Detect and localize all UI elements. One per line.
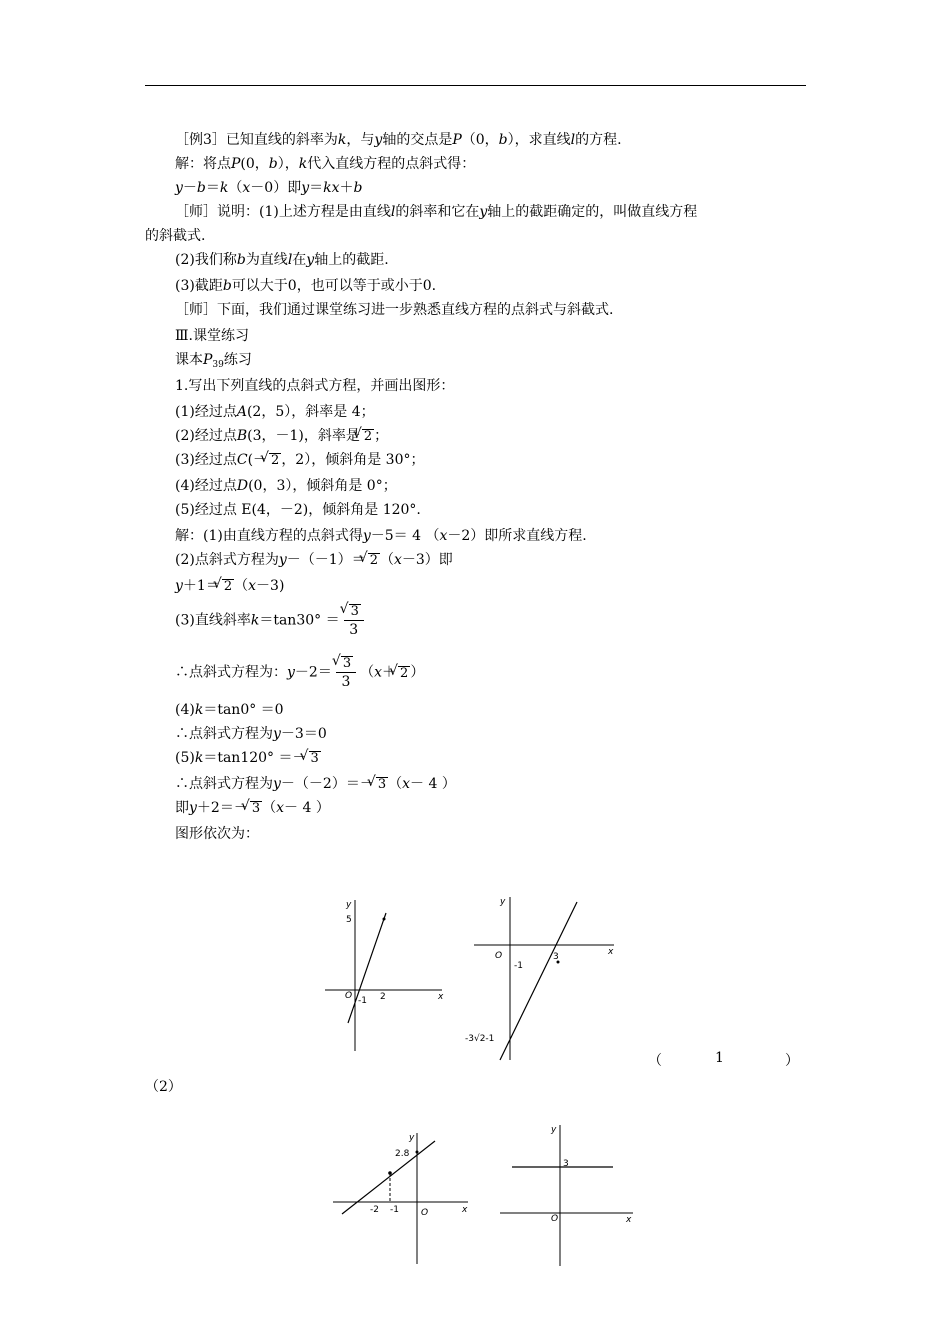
tick-3: 3 xyxy=(563,1159,569,1169)
sqrt: √ 2 xyxy=(222,579,234,594)
graph-4 xyxy=(495,1120,640,1270)
sqrt: √ 2 xyxy=(362,429,374,444)
answer-5-eq: ∴点斜式方程为y－（－2）＝－√ 3 （x－ 4 ） xyxy=(175,774,456,794)
answer-2: (2)点斜式方程为y－（－1）＝√ 2 （x－3）即 xyxy=(175,550,453,570)
exercise-1-2: (2)经过点B(3，－1)，斜率是√ 2 ； xyxy=(175,426,388,446)
graph-2 xyxy=(462,892,622,1064)
tick-neg2: -2 xyxy=(370,1205,379,1215)
caption-1-open: （ xyxy=(648,1053,662,1069)
caption-1-num: 1 xyxy=(715,1050,724,1066)
note-3: (3)截距b可以大于0，也可以等于或小于0. xyxy=(175,278,437,294)
y-axis-label: y xyxy=(409,1133,415,1143)
sqrt: √ 3 xyxy=(250,801,262,816)
x-axis-label: x xyxy=(608,947,614,957)
answer-3-eq: ∴点斜式方程为：y－2＝ √ $\frac{3}{3}$ （x＋√ 2 ） xyxy=(175,654,424,691)
x-axis-label: x xyxy=(626,1215,632,1225)
example-3: ［例3］已知直线的斜率为k，与y轴的交点是P（0，b），求直线l的方程. xyxy=(175,132,622,148)
tick-neg1: -1 xyxy=(358,996,367,1006)
origin-label: O xyxy=(551,1214,559,1224)
note-2: (2)我们称b为直线l在y轴上的截距. xyxy=(175,252,389,268)
exercise-1-3: (3)经过点C(－√ 2 ，2），倾斜角是 30°； xyxy=(175,450,424,470)
teacher-note: ［师］说明：(1)上述方程是由直线l的斜率和它在y轴上的截距确定的，叫做直线方程 xyxy=(175,204,698,220)
figures-intro: 图形依次为： xyxy=(175,826,259,842)
x-axis-label: x xyxy=(462,1205,468,1215)
tick-3: 3 xyxy=(553,952,559,962)
sqrt: √ 3 xyxy=(376,777,388,792)
caption-2: （2） xyxy=(145,1079,182,1095)
origin-label: O xyxy=(345,991,353,1001)
tick-5: 5 xyxy=(346,915,352,925)
answer-2-cont: y＋1＝√ 2 （x－3) xyxy=(175,576,284,596)
y-axis-label: y xyxy=(500,897,506,907)
sqrt: √ 2 xyxy=(398,666,410,681)
textbook-ref: 课本$P_{39}$练习 xyxy=(175,352,252,370)
tick-2: 2 xyxy=(380,992,386,1002)
teacher-note-cont: 的斜截式. xyxy=(145,228,206,244)
sqrt: √ 2 xyxy=(269,453,281,468)
exercise-1-4: (4)经过点D(0，3），倾斜角是 0°； xyxy=(175,478,397,494)
answer-4: (4)k＝tan0° ＝0 xyxy=(175,702,284,718)
y-axis-label: y xyxy=(551,1125,557,1135)
tick-neg1: -1 xyxy=(390,1205,399,1215)
x-axis-label: x xyxy=(438,992,444,1002)
fraction: √ $\frac{3}{3}$ xyxy=(344,602,364,639)
solution-intro: 解：将点P(0，b），k代入直线方程的点斜式得： xyxy=(175,156,476,172)
intercept-label: 2.8 xyxy=(395,1149,410,1159)
slope-intercept-eq: y－b＝k（x－0）即y＝kx＋b xyxy=(175,180,363,196)
graph-1 xyxy=(320,895,450,1055)
header-rule xyxy=(145,85,806,86)
answer-4-eq: ∴点斜式方程为y－3＝0 xyxy=(175,726,327,742)
exercise-1-1: (1)经过点A(2，5），斜率是 4； xyxy=(175,404,375,420)
answer-3: (3)直线斜率k＝tan30° ＝ √ $\frac{3}{3}$ xyxy=(175,602,368,639)
answer-5: (5)k＝tan120° ＝－√ 3 xyxy=(175,748,321,768)
answer-1: 解：(1)由直线方程的点斜式得y－5＝ 4 （x－2）即所求直线方程. xyxy=(175,528,587,544)
origin-label: O xyxy=(495,951,503,961)
fraction: √ $\frac{3}{3}$ xyxy=(336,654,356,691)
caption-1-close: ） xyxy=(785,1053,799,1069)
y-axis-label: y xyxy=(346,900,352,910)
exercise-1: 1.写出下列直线的点斜式方程，并画出图形： xyxy=(175,378,455,394)
sqrt: √ 2 xyxy=(368,553,380,568)
tick-neg1: -1 xyxy=(514,961,523,971)
intercept-label: -3√2-1 xyxy=(465,1034,495,1044)
graph-3 xyxy=(330,1128,475,1268)
teacher-transition: ［师］下面，我们通过课堂练习进一步熟悉直线方程的点斜式与斜截式. xyxy=(175,302,614,318)
exercise-1-5: (5)经过点 E(4，－2)，倾斜角是 120°. xyxy=(175,502,421,518)
origin-label: O xyxy=(421,1208,429,1218)
answer-5-final: 即y＋2＝－√ 3 （x－ 4 ） xyxy=(175,798,330,818)
section-heading: Ⅲ.课堂练习 xyxy=(175,328,249,344)
sqrt: √ 3 xyxy=(309,751,321,766)
